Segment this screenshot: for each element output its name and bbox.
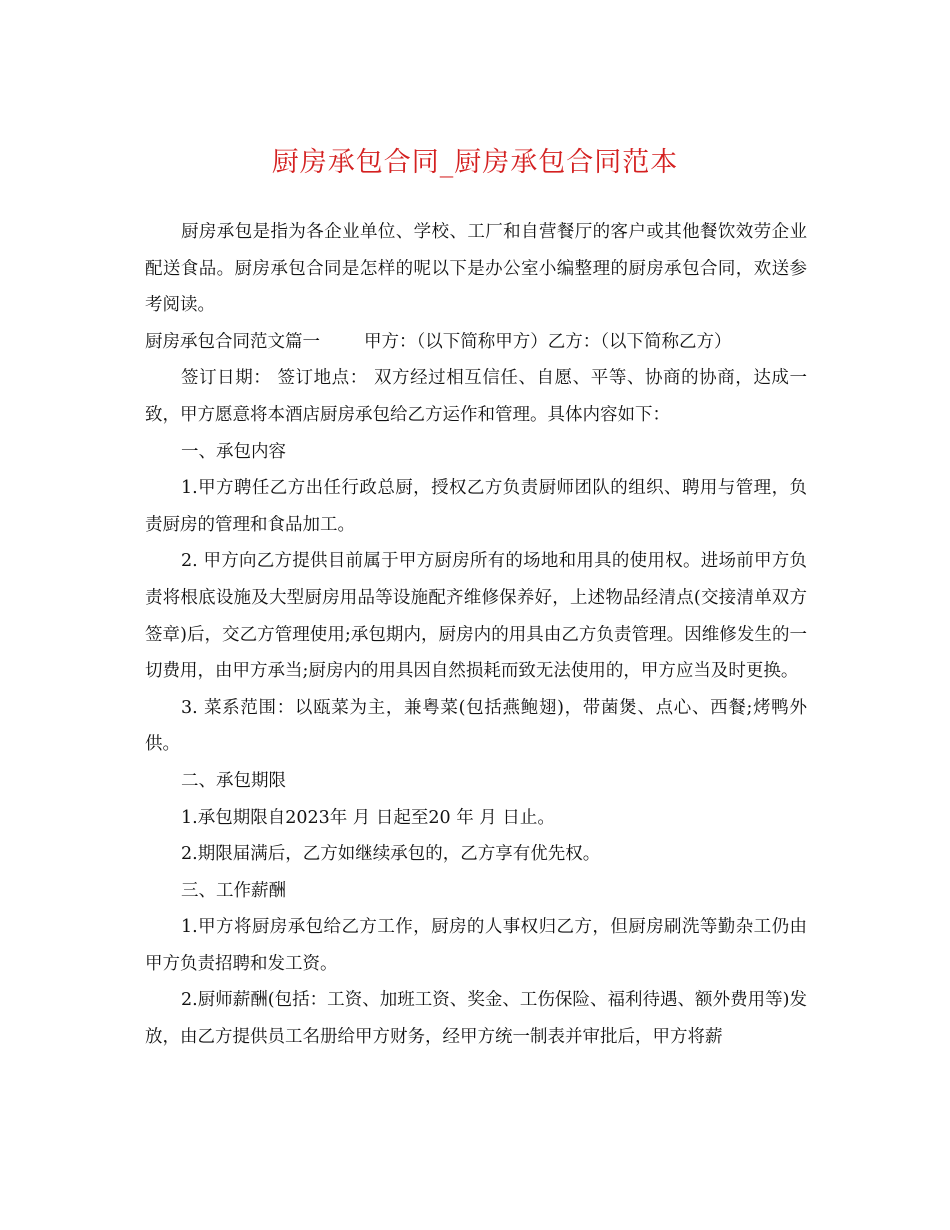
section-2-item-1: 1.承包期限自2023年 月 日起至20 年 月 日止。 — [181, 807, 555, 828]
section-1-item-1: 1.甲方聘任乙方出任行政总厨，授权乙方负责厨师团队的组织、聘用与管理，负责厨房的管理和食品加工。 — [145, 478, 807, 535]
signing-paragraph: 签订日期： 签订地点： 双方经过相互信任、自愿、平等、协商的协商，达成一致，甲方愿意将本酒店厨房承包给乙方运作和管理。具体内容如下： — [145, 368, 807, 425]
section-2-item-2: 2.期限届满后，乙方如继续承包的，乙方享有优先权。 — [181, 844, 601, 865]
section-3-heading: 三、工作薪酬 — [181, 880, 286, 901]
section-1-heading: 一、承包内容 — [181, 441, 286, 462]
document-title: 厨房承包合同_厨房承包合同范本 — [271, 147, 679, 178]
contract-heading-line — [145, 324, 807, 361]
section-2-heading: 二、承包期限 — [181, 770, 286, 791]
contract-subtitle: 厨房承包合同范文篇一 — [145, 331, 320, 352]
parties-line: 甲方：（以下简称甲方）乙方：（以下简称乙方） — [364, 331, 732, 352]
section-3-item-1: 1.甲方将厨房承包给乙方工作，厨房的人事权归乙方，但厨房刷洗等勤杂工仍由甲方负责招聘和发工资。 — [145, 917, 807, 974]
section-1-item-3: 3. 菜系范围：以瓯菜为主，兼粤菜(包括燕鲍翅)，带菌煲、点心、西餐;烤鸭外供。 — [145, 697, 807, 755]
section-1-item-2: 2. 甲方向乙方提供目前属于甲方厨房所有的场地和用具的使用权。进场前甲方负责将根底设施及大型厨房用品等设施配齐维修保养好，上述物品经清点(交接清单双方签章)后，交乙方管理使用;承包期内，厨房内的用具由乙方负责管理。因维修发生的一切费用，由甲方承当;厨房内的用具因自然损耗而致无法使用的，甲方应当及时更换。 — [145, 551, 807, 682]
intro-paragraph: 厨房承包是指为各企业单位、学校、工厂和自营餐厅的客户或其他餐饮效劳企业配送食品。厨房承包合同是怎样的呢以下是办公室小编整理的厨房承包合同，欢送参考阅读。 — [145, 222, 807, 316]
section-3-item-2: 2.厨师薪酬(包括：工资、加班工资、奖金、工伤保险、福利待遇、额外费用等)发放，由乙方提供员工名册给甲方财务，经甲方统一制表并审批后，甲方将薪 — [145, 990, 807, 1048]
document-body — [145, 214, 807, 1056]
